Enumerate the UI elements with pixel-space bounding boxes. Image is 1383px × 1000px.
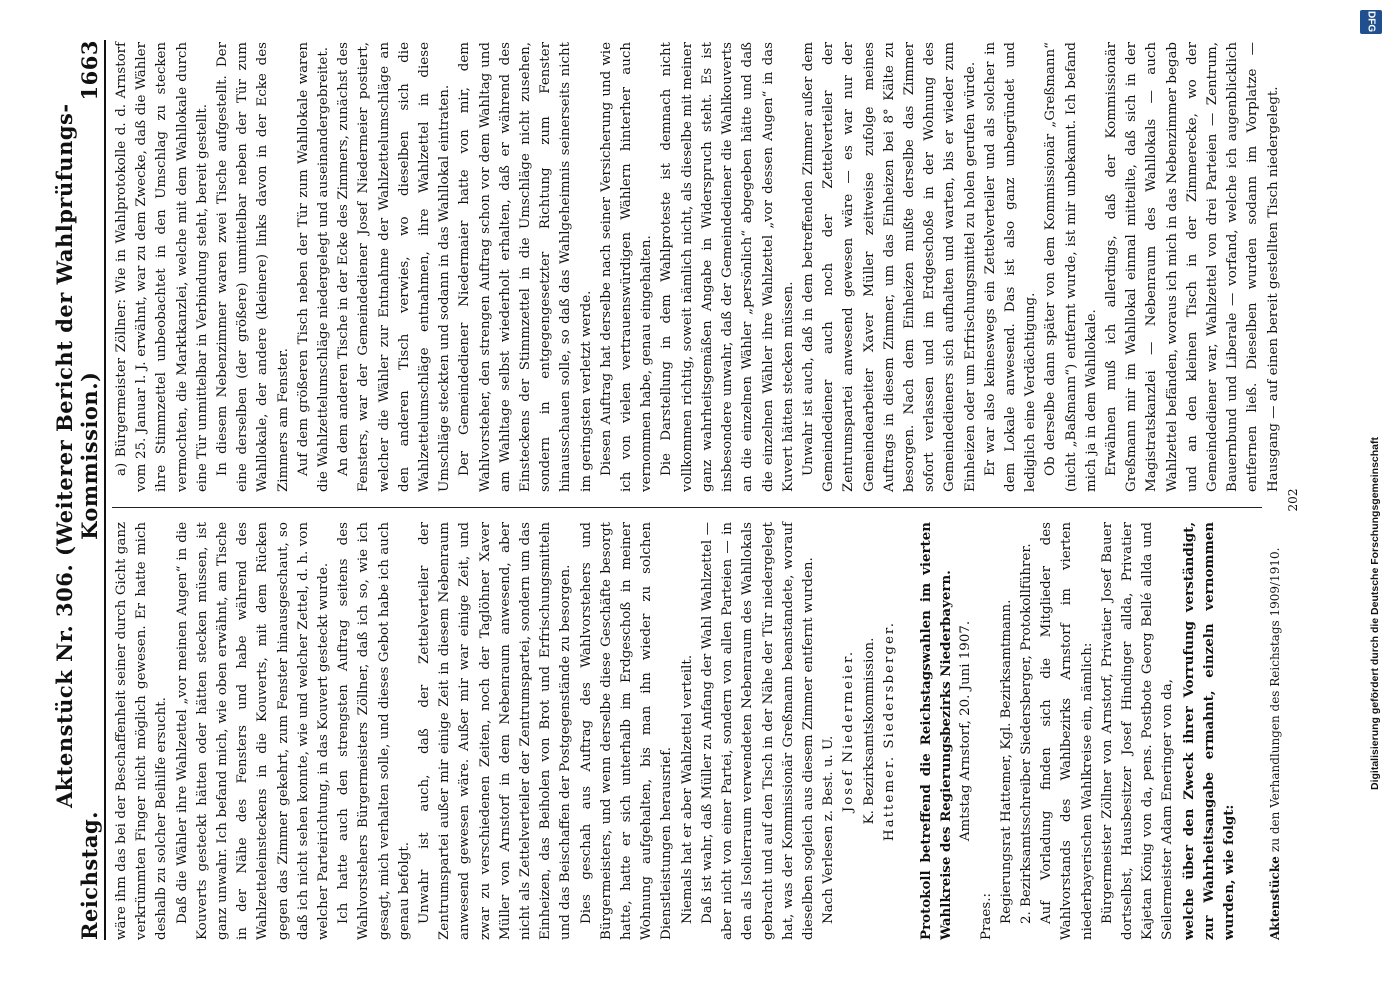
digitization-note-text: Digitalisierung gefördert durch die Deutsche Forschungsgemeinschaft: [1369, 437, 1381, 790]
paragraph: welche über den Zweck ihrer Vorrufung verständigt, zur Wahrheitsangabe ermahnt, einzeln vernommen wurden, wie folgt:: [1180, 522, 1237, 940]
protocol-heading: Protokoll betreffend die Reichstagswahlen im vierten Wahlkreise des Regierungsbezirks Niederbayern.: [917, 522, 955, 940]
paragraph: Bürgermeister Zöllner von Arnstorf, Privatier Josef Bauer dortselbst, Hausbesitzer Josef Hindinger allda, Privatier Kajetan König von da, pens. Postbote Georg Bellé allda und Seilermeister Adam Eneringer von da,: [1099, 522, 1176, 940]
paragraph: An dem anderen Tische in der Ecke des Zimmers, zunächst des Fensters, war der Gemeindediener Josef Niedermeier postiert, welcher die Wähler zur Entnahme der Wahlzettelumschläge an den anderen Tisch verwies, wo dieselben sich die Wahlzettelumschläge entnahmen, ihre Wahlzettel in diese Umschläge steckten und sodann in das Wahllokal eintraten.: [336, 42, 453, 492]
signature-name: Josef Niedermeier.: [841, 649, 857, 813]
header-page-number: 1663: [77, 40, 102, 101]
page-footer: [1268, 548, 1282, 940]
right-column: [112, 42, 1281, 492]
paragraph: a) Bürgermeister Zöllner: Wie in Wahlprotokolle d. d. Arnstorf vom 25. Januar l. J. erwähnt, war zu dem Zwecke, daß die Wähler ihre Stimmzettel unbeobachtet in den Umschlag zu stecken vermochten, die Marktkanzlei, welche mit dem Wahllokale durch eine Tür unmittelbar in Verbindung steht, bereit gestellt.: [114, 42, 210, 492]
signature-officials: Hattemer. Siedersberger.: [881, 620, 897, 842]
header-left: Reichstag.: [77, 811, 102, 940]
paragraph: Ob derselbe dann später von dem Kommissionär „Greßmann“ (nicht „Baßmann“) entfernt wurde, ist mir unbekannt. Ich befand mich ja in dem Wahllokale.: [1043, 42, 1099, 492]
paragraph: In diesem Nebenzimmer waren zwei Tische aufgestellt. Der eine derselben (der größere) unmittelbar neben der Tür zum Wahllokale, der andere (kleinere) links davon in der Ecke des Zimmers am Fenster.: [215, 42, 291, 492]
paragraph: Der Gemeindediener Niedermaier hatte von mir, dem Wahlvorsteher, den strengen Auftrag schon vor dem Wahltag und am Wahltage selbst wiederholt erhalten, daß er während des Einsteckens der Stimmzettel in die Umschläge nicht zusehen, sondern in entgegengesetzter Richtung zum Fenster hinausschauen solle, so daß das Wahlgeheimnis seinerseits nicht im geringsten verletzt werde.: [457, 42, 594, 492]
header-title: Aktenstück Nr. 306. (Weiterer Bericht der Wahlprüfungs-Kommission.): [52, 103, 102, 809]
paragraph: Regierungsrat Hattemer, Kgl. Bezirksamtmann.: [998, 599, 1014, 924]
page-header: [52, 40, 102, 940]
footer-text: zu den Verhandlungen des Reichstags 1909/1910.: [1268, 547, 1282, 852]
dfg-logo-icon: DFG: [1360, 10, 1382, 34]
header-rule: [104, 40, 106, 940]
paragraph: Unwahr ist auch, daß in dem betreffenden Zimmer außer dem Gemeindediener auch noch der Zettelverteiler der Zentrumspartei anwesend gewesen wäre — es war nur der Gemeindearbeiter Xaver Müller zeitweise zufolge meines Auftrags in diesem Zimmer, um das Einheizen bei 8° Kälte zu besorgen. Nach dem Einheizen mußte derselbe das Zimmer sofort verlassen und im Erdgeschoße in der Wohnung des Gemeindedieners sich aufhalten und warten, bis er wieder zum Einheizen oder um Erfrischungsmittel zu holen gerufen würde.: [800, 42, 978, 492]
column-divider: [112, 507, 1262, 508]
paragraph: Ich hatte auch den strengsten Auftrag seitens des Wahlvorstehers Bürgermeisters Zöllner, daß ich so, wie ich gesagt, mich verhalten solle, und dieses Gebot habe ich auch genau befolgt.: [336, 522, 412, 940]
praes-label: Praes.:: [978, 893, 994, 940]
paragraph: Daß ist wahr, daß Müller zu Anfang der Wahl Wahlzettel — aber nicht von einer Partei, sondern von allen Parteien — in den als Isolierraum verwendeten Nebenraum des Wahllokals gebracht und auf den Tisch in der Nähe der Tür niedergelegt hat, was der Kommissionär Greßmann beanstandete, worauf dieselben sogleich aus diesem Zimmer entfernt wurden.: [699, 522, 816, 940]
paragraph: Niemals hat er aber Wahlzettel verteilt.: [679, 654, 695, 924]
paragraph: wäre ihm das bei der Beschaffenheit seiner durch Gicht ganz verkrümmten Finger nicht möglich gewesen. Er hatte mich deshalb zu solcher Beihilfe ersucht.: [114, 522, 170, 940]
paragraph: Daß die Wähler ihre Wahlzettel „vor meinen Augen“ in die Kouverts gesteckt hätten oder hätten stecken müssen, ist ganz unwahr. Ich befand mich, wie oben erwähnt, am Tische in der Nähe des Fensters und habe während des Wahlzetteleinsteckens in die Kouverts, mit dem Rücken gegen das Zimmer gekehrt, zum Fenster hinausgeschaut, so daß ich nicht sehen konnte, wie und welcher Zettel, d. h. von welcher Parteirichtung, in das Kouvert gesteckt wurde.: [174, 522, 332, 940]
digitization-note: [1369, 437, 1381, 790]
footer-label: Aktenstücke: [1268, 856, 1282, 940]
page-number: 202: [1286, 488, 1300, 512]
protocol-date: Amtstag Arnstorf, 20. Juni 1907.: [958, 620, 974, 842]
paragraph: Auf Vorladung finden sich die Mitglieder des Wahlvorstands des Wahlbezirks Arnstorf im vierten niederbayerischen Wahlkreise ein, nämlich:: [1039, 522, 1095, 940]
paragraph: Auf dem größeren Tisch neben der Tür zum Wahllokale waren die Wahlzettelumschläge niedergelegt und auseinandergebreitet.: [295, 42, 332, 492]
paragraph: Dies geschah aus Auftrag des Wahlvorstehers und Bürgermeisters, und wenn derselbe diese Geschäfte besorgt hatte, hatte er sich unterhalb im Erdgeschoß in meiner Wohnung aufgehalten, bis man ihn wieder zu solchen Dienstleistungen herausrief.: [578, 522, 675, 940]
paragraph: Diesen Auftrag hat derselbe nach seiner Versicherung und wie ich von vielen vertrauenswürdigen Wählern hinterher auch vernommen habe, genau eingehalten.: [598, 42, 655, 492]
left-column: [112, 522, 1262, 940]
paragraph: Unwahr ist auch, daß der Zettelverteiler der Zentrumspartei außer mir einige Zeit in diesem Nebenraum anwesend gewesen wäre. Außer mir war einige Zeit, und zwar zu verschiedenen Zeiten, noch der Taglöhner Xaver Müller von Arnstorf in dem Nebenraum anwesend, aber nicht als Zettelverteiler der Zentrumspartei, sondern um das Einheizen, das Beiholen von Brot und Erfrischungsmitteln und das Beischaffen der Postgegenstände zu besorgen.: [417, 522, 574, 940]
signature-authority: K. Bezirksamtskommission.: [861, 637, 877, 825]
paragraph: 2. Bezirksamtsschreiber Siedersberger, Protokollführer.: [1018, 543, 1034, 924]
paragraph: Erwähnen muß ich allerdings, daß der Kommissionär Greßmann mir im Wahllokal einmal mitteilte, daß sich in der Magistratskanzlei — Nebenraum des Wahllokals — auch Wahlzettel befänden, woraus ich mich in das Nebenzimmer begab und an den kleinen Tisch in der Zimmerecke, wo der Gemeindediener war, Wahlzettel von drei Parteien — Zentrum, Bauernbund und Liberale — vorfand, welche ich augenblicklich entfernen ließ. Dieselben wurden sodann im Vorplatze — Hausgang — auf einen bereit gestellten Tisch niedergelegt.: [1103, 42, 1281, 492]
paragraph: Er war also keineswegs ein Zettelverteiler und als solcher in dem Lokale anwesend. Das ist also ganz unbegründet und lediglich eine Verdächtigung.: [982, 42, 1039, 492]
paragraph: Nach Verlesen z. Best. u. U.: [821, 735, 837, 924]
paragraph: Die Darstellung in dem Wahlproteste ist demnach nicht vollkommen richtig, soweit nämlich nicht, als dieselbe mit meiner ganz wahrheitsgemäßen Angabe in Widerspruch steht. Es ist insbesondere unwahr, daß der Gemeindediener die Wahlkouverts an die einzelnen Wähler „persönlich“ abgegeben hätte und daß die einzelnen Wähler ihre Wahlzettel „vor dessen Augen“ in das Kuvert hätten stecken müssen.: [659, 42, 796, 492]
